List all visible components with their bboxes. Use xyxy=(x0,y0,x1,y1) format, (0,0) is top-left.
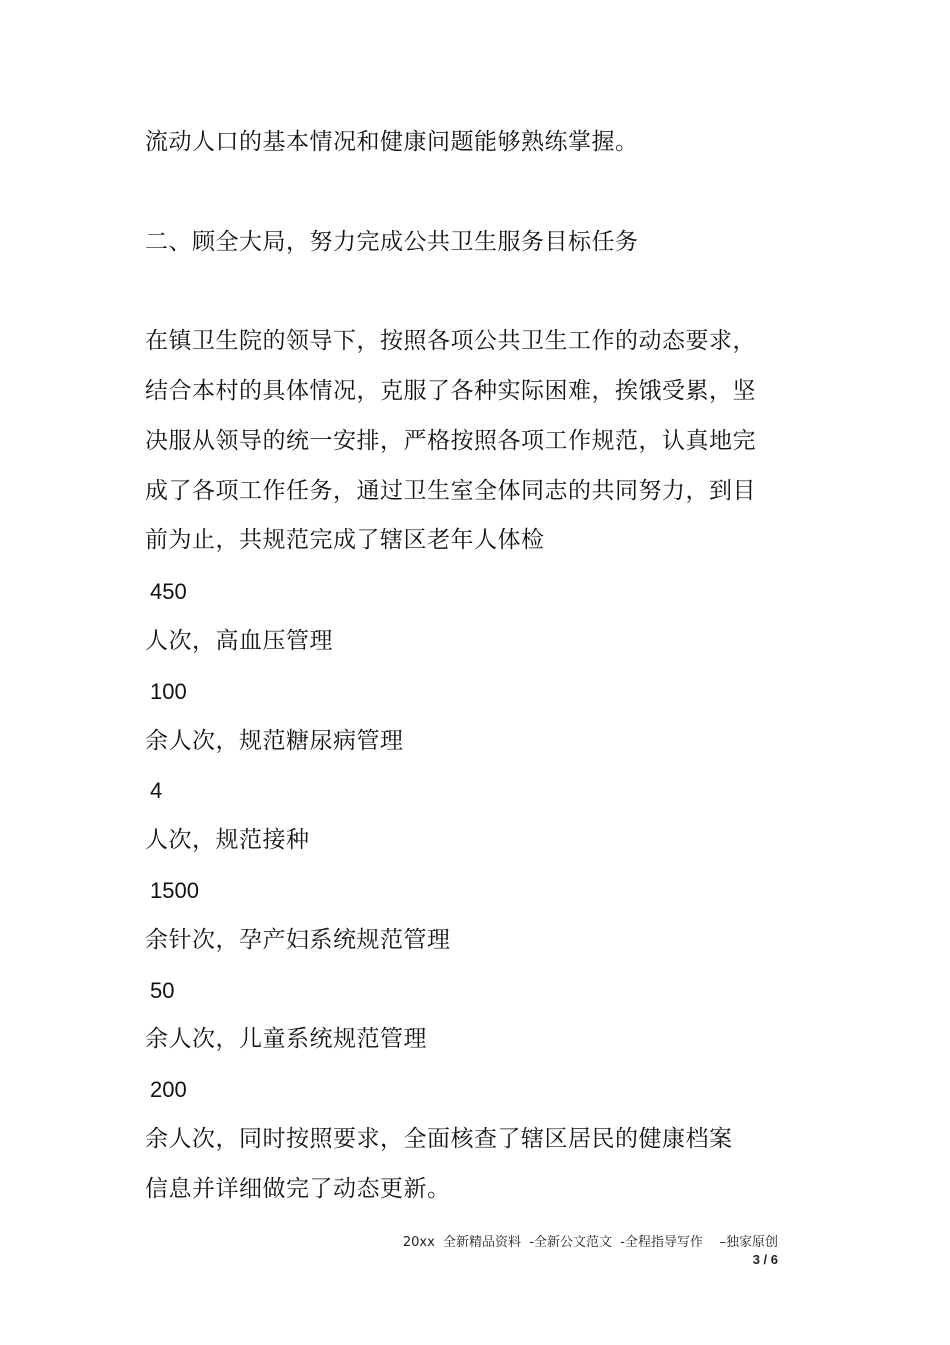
section-heading: 二、顾全大局，努力完成公共卫生服务目标任务 xyxy=(145,229,639,255)
number-value: 200 xyxy=(150,1077,187,1102)
paragraph-line: 前为止，共规范完成了辖区老年人体检 xyxy=(145,527,545,553)
number-value: 100 xyxy=(150,679,187,704)
paragraph-line: 信息并详细做完了动态更新。 xyxy=(145,1176,451,1202)
number-value: 1500 xyxy=(150,878,199,903)
paragraph-line: 决服从领导的统一安排，严格按照各项工作规范，认真地完 xyxy=(145,428,756,454)
paragraph-line: 余人次，同时按照要求，全面核查了辖区居民的健康档案 xyxy=(145,1126,733,1152)
paragraph-line: 人次，高血压管理 xyxy=(145,628,333,654)
paragraph-line: 成了各项工作任务，通过卫生室全体同志的共同努力，到目 xyxy=(145,478,756,504)
page-number: 3 / 6 xyxy=(752,1252,778,1267)
footer-text: 20xx 全新精品资料 -全新公文范文 -全程指导写作 –独家原创 xyxy=(402,1235,778,1250)
number-value: 4 xyxy=(150,778,163,803)
number-value: 50 xyxy=(150,978,175,1003)
paragraph-line: 在镇卫生院的领导下，按照各项公共卫生工作的动态要求， xyxy=(145,328,756,354)
paragraph-line: 人次，规范接种 xyxy=(145,827,310,853)
paragraph-line: 余人次，儿童系统规范管理 xyxy=(145,1026,427,1052)
paragraph-line: 余针次，孕产妇系统规范管理 xyxy=(145,927,451,953)
paragraph-line: 结合本村的具体情况，克服了各种实际困难，挨饿受累，坚 xyxy=(145,378,756,404)
paragraph-line: 余人次，规范糖尿病管理 xyxy=(145,728,404,754)
number-value: 450 xyxy=(150,579,187,604)
paragraph-line: 流动人口的基本情况和健康问题能够熟练掌握。 xyxy=(145,129,639,155)
